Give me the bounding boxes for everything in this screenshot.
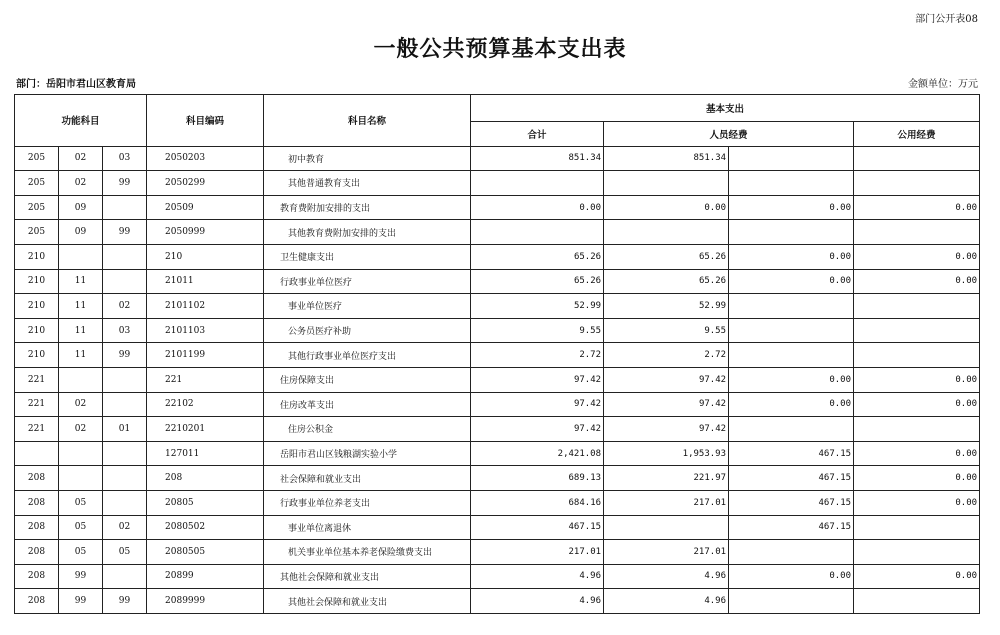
header-subject-name: 科目名称 <box>264 95 471 147</box>
section-cell <box>59 244 103 269</box>
personnel-cell: 52.99 <box>604 294 729 319</box>
public-cell <box>729 343 854 368</box>
public-cell <box>729 540 854 565</box>
section-cell: 11 <box>59 269 103 294</box>
section-cell: 99 <box>59 589 103 614</box>
item-cell <box>103 269 147 294</box>
class-cell: 205 <box>15 220 59 245</box>
header-subject-code: 科目编码 <box>147 95 264 147</box>
public-extra-cell <box>854 294 980 319</box>
table-row <box>15 269 980 294</box>
class-cell <box>15 441 59 466</box>
public-cell: 467.15 <box>729 441 854 466</box>
total-cell: 97.42 <box>471 417 604 442</box>
public-cell: 467.15 <box>729 490 854 515</box>
total-cell: 217.01 <box>471 540 604 565</box>
public-extra-cell: 0.00 <box>854 195 980 220</box>
public-extra-cell <box>854 146 980 171</box>
total-cell: 684.16 <box>471 490 604 515</box>
class-cell: 221 <box>15 367 59 392</box>
personnel-cell: 97.42 <box>604 417 729 442</box>
total-cell <box>471 220 604 245</box>
item-cell <box>103 195 147 220</box>
subject-code-cell: 2210201 <box>147 417 264 442</box>
personnel-cell <box>604 515 729 540</box>
personnel-cell: 221.97 <box>604 466 729 491</box>
table-row <box>15 392 980 417</box>
personnel-cell: 9.55 <box>604 318 729 343</box>
personnel-cell: 851.34 <box>604 146 729 171</box>
item-cell <box>103 367 147 392</box>
public-extra-cell: 0.00 <box>854 441 980 466</box>
subject-name-cell: 公务员医疗补助 <box>264 318 471 343</box>
item-cell: 99 <box>103 589 147 614</box>
section-cell: 09 <box>59 220 103 245</box>
public-extra-cell <box>854 318 980 343</box>
subject-name-cell: 教育费附加安排的支出 <box>264 195 471 220</box>
subject-name-cell: 其他普通教育支出 <box>264 171 471 196</box>
subject-code-cell: 221 <box>147 367 264 392</box>
class-cell: 210 <box>15 318 59 343</box>
item-cell <box>103 466 147 491</box>
total-cell: 52.99 <box>471 294 604 319</box>
table-row <box>15 490 980 515</box>
total-cell <box>471 171 604 196</box>
subject-code-cell: 2080505 <box>147 540 264 565</box>
public-cell: 0.00 <box>729 195 854 220</box>
personnel-cell: 4.96 <box>604 589 729 614</box>
item-cell: 99 <box>103 171 147 196</box>
subject-name-cell: 住房公积金 <box>264 417 471 442</box>
total-cell: 65.26 <box>471 269 604 294</box>
class-cell: 205 <box>15 195 59 220</box>
class-cell: 208 <box>15 515 59 540</box>
section-cell: 09 <box>59 195 103 220</box>
subject-code-cell: 20805 <box>147 490 264 515</box>
class-cell: 221 <box>15 392 59 417</box>
personnel-cell: 65.26 <box>604 269 729 294</box>
item-cell <box>103 244 147 269</box>
subject-name-cell: 其他社会保障和就业支出 <box>264 564 471 589</box>
total-cell: 0.00 <box>471 195 604 220</box>
public-cell: 0.00 <box>729 564 854 589</box>
header-personnel: 人员经费 <box>604 122 854 147</box>
public-cell: 467.15 <box>729 466 854 491</box>
subject-code-cell: 2050999 <box>147 220 264 245</box>
public-cell <box>729 171 854 196</box>
item-cell: 99 <box>103 220 147 245</box>
class-cell: 208 <box>15 540 59 565</box>
item-cell <box>103 392 147 417</box>
public-extra-cell <box>854 540 980 565</box>
table-row <box>15 220 980 245</box>
public-cell <box>729 220 854 245</box>
subject-name-cell: 住房改革支出 <box>264 392 471 417</box>
item-cell: 03 <box>103 318 147 343</box>
table-row <box>15 343 980 368</box>
public-cell: 0.00 <box>729 269 854 294</box>
subject-code-cell: 20899 <box>147 564 264 589</box>
header-func-subject: 功能科目 <box>15 95 147 147</box>
public-cell: 0.00 <box>729 392 854 417</box>
personnel-cell: 97.42 <box>604 367 729 392</box>
table-row <box>15 195 980 220</box>
item-cell <box>103 490 147 515</box>
subject-name-cell: 机关事业单位基本养老保险缴费支出 <box>264 540 471 565</box>
section-cell: 02 <box>59 417 103 442</box>
public-extra-cell <box>854 220 980 245</box>
subject-code-cell: 127011 <box>147 441 264 466</box>
section-cell: 05 <box>59 540 103 565</box>
subject-name-cell: 事业单位医疗 <box>264 294 471 319</box>
table-row <box>15 244 980 269</box>
subject-name-cell: 初中教育 <box>264 146 471 171</box>
class-cell: 221 <box>15 417 59 442</box>
page-title: 一般公共预算基本支出表 <box>373 36 627 62</box>
subject-name-cell: 其他行政事业单位医疗支出 <box>264 343 471 368</box>
subject-name-cell: 社会保障和就业支出 <box>264 466 471 491</box>
section-cell: 11 <box>59 318 103 343</box>
item-cell: 02 <box>103 515 147 540</box>
public-cell <box>729 318 854 343</box>
personnel-cell: 65.26 <box>604 244 729 269</box>
total-cell: 2,421.08 <box>471 441 604 466</box>
public-extra-cell <box>854 343 980 368</box>
subject-code-cell: 2101199 <box>147 343 264 368</box>
public-extra-cell <box>854 515 980 540</box>
subject-name-cell: 行政事业单位养老支出 <box>264 490 471 515</box>
table-row <box>15 294 980 319</box>
item-cell: 99 <box>103 343 147 368</box>
public-cell <box>729 294 854 319</box>
public-cell: 0.00 <box>729 367 854 392</box>
public-extra-cell: 0.00 <box>854 490 980 515</box>
personnel-cell: 1,953.93 <box>604 441 729 466</box>
header-public: 公用经费 <box>854 122 980 147</box>
public-extra-cell: 0.00 <box>854 244 980 269</box>
item-cell <box>103 564 147 589</box>
subject-code-cell: 2080502 <box>147 515 264 540</box>
table-row <box>15 589 980 614</box>
subject-name-cell: 事业单位离退休 <box>264 515 471 540</box>
total-cell: 2.72 <box>471 343 604 368</box>
subject-code-cell: 20509 <box>147 195 264 220</box>
subject-code-cell: 2050299 <box>147 171 264 196</box>
item-cell: 05 <box>103 540 147 565</box>
personnel-cell: 0.00 <box>604 195 729 220</box>
public-cell: 0.00 <box>729 244 854 269</box>
subject-code-cell: 210 <box>147 244 264 269</box>
class-cell: 208 <box>15 589 59 614</box>
personnel-cell: 4.96 <box>604 564 729 589</box>
total-cell: 65.26 <box>471 244 604 269</box>
class-cell: 205 <box>15 146 59 171</box>
public-extra-cell: 0.00 <box>854 269 980 294</box>
public-cell <box>729 589 854 614</box>
personnel-cell <box>604 220 729 245</box>
public-extra-cell <box>854 417 980 442</box>
section-cell: 02 <box>59 392 103 417</box>
table-row <box>15 466 980 491</box>
subject-name-cell: 其他教育费附加安排的支出 <box>264 220 471 245</box>
header-total: 合计 <box>471 122 604 147</box>
section-cell: 11 <box>59 294 103 319</box>
subject-name-cell: 行政事业单位医疗 <box>264 269 471 294</box>
personnel-cell: 2.72 <box>604 343 729 368</box>
table-row <box>15 441 980 466</box>
total-cell: 4.96 <box>471 589 604 614</box>
table-row <box>15 367 980 392</box>
class-cell: 210 <box>15 269 59 294</box>
table-row <box>15 515 980 540</box>
subject-code-cell: 2050203 <box>147 146 264 171</box>
total-cell: 97.42 <box>471 392 604 417</box>
total-cell: 467.15 <box>471 515 604 540</box>
unit-label: 金额单位：万元 <box>908 79 978 90</box>
subject-name-cell: 其他社会保障和就业支出 <box>264 589 471 614</box>
class-cell: 208 <box>15 564 59 589</box>
class-cell: 210 <box>15 343 59 368</box>
section-cell <box>59 466 103 491</box>
class-cell: 205 <box>15 171 59 196</box>
section-cell: 05 <box>59 490 103 515</box>
table-row <box>15 146 980 171</box>
public-extra-cell: 0.00 <box>854 392 980 417</box>
section-cell: 02 <box>59 146 103 171</box>
table-row <box>15 171 980 196</box>
class-cell: 210 <box>15 244 59 269</box>
table-row <box>15 564 980 589</box>
subject-code-cell: 2101102 <box>147 294 264 319</box>
personnel-cell: 217.01 <box>604 490 729 515</box>
total-cell: 9.55 <box>471 318 604 343</box>
subject-name-cell: 岳阳市君山区钱粮湖实验小学 <box>264 441 471 466</box>
subject-code-cell: 2101103 <box>147 318 264 343</box>
total-cell: 97.42 <box>471 367 604 392</box>
item-cell <box>103 441 147 466</box>
public-extra-cell: 0.00 <box>854 564 980 589</box>
class-cell: 210 <box>15 294 59 319</box>
public-extra-cell <box>854 589 980 614</box>
class-cell: 208 <box>15 466 59 491</box>
table-row <box>15 417 980 442</box>
public-extra-cell <box>854 171 980 196</box>
report-number: 部门公开表08 <box>915 14 978 25</box>
budget-table <box>14 94 980 614</box>
total-cell: 4.96 <box>471 564 604 589</box>
subject-name-cell: 住房保障支出 <box>264 367 471 392</box>
subject-name-cell: 卫生健康支出 <box>264 244 471 269</box>
subject-code-cell: 21011 <box>147 269 264 294</box>
public-cell: 467.15 <box>729 515 854 540</box>
class-cell: 208 <box>15 490 59 515</box>
item-cell: 02 <box>103 294 147 319</box>
personnel-cell: 217.01 <box>604 540 729 565</box>
public-extra-cell: 0.00 <box>854 466 980 491</box>
subject-code-cell: 2089999 <box>147 589 264 614</box>
item-cell: 03 <box>103 146 147 171</box>
section-cell <box>59 441 103 466</box>
section-cell <box>59 367 103 392</box>
section-cell: 99 <box>59 564 103 589</box>
total-cell: 851.34 <box>471 146 604 171</box>
section-cell: 11 <box>59 343 103 368</box>
personnel-cell <box>604 171 729 196</box>
header-basic-expense: 基本支出 <box>471 95 980 122</box>
subject-code-cell: 22102 <box>147 392 264 417</box>
subject-code-cell: 208 <box>147 466 264 491</box>
public-cell <box>729 146 854 171</box>
personnel-cell: 97.42 <box>604 392 729 417</box>
section-cell: 05 <box>59 515 103 540</box>
department-label: 部门：岳阳市君山区教育局 <box>16 79 136 90</box>
table-row <box>15 318 980 343</box>
section-cell: 02 <box>59 171 103 196</box>
total-cell: 689.13 <box>471 466 604 491</box>
public-extra-cell: 0.00 <box>854 367 980 392</box>
public-cell <box>729 417 854 442</box>
item-cell: 01 <box>103 417 147 442</box>
table-row <box>15 540 980 565</box>
